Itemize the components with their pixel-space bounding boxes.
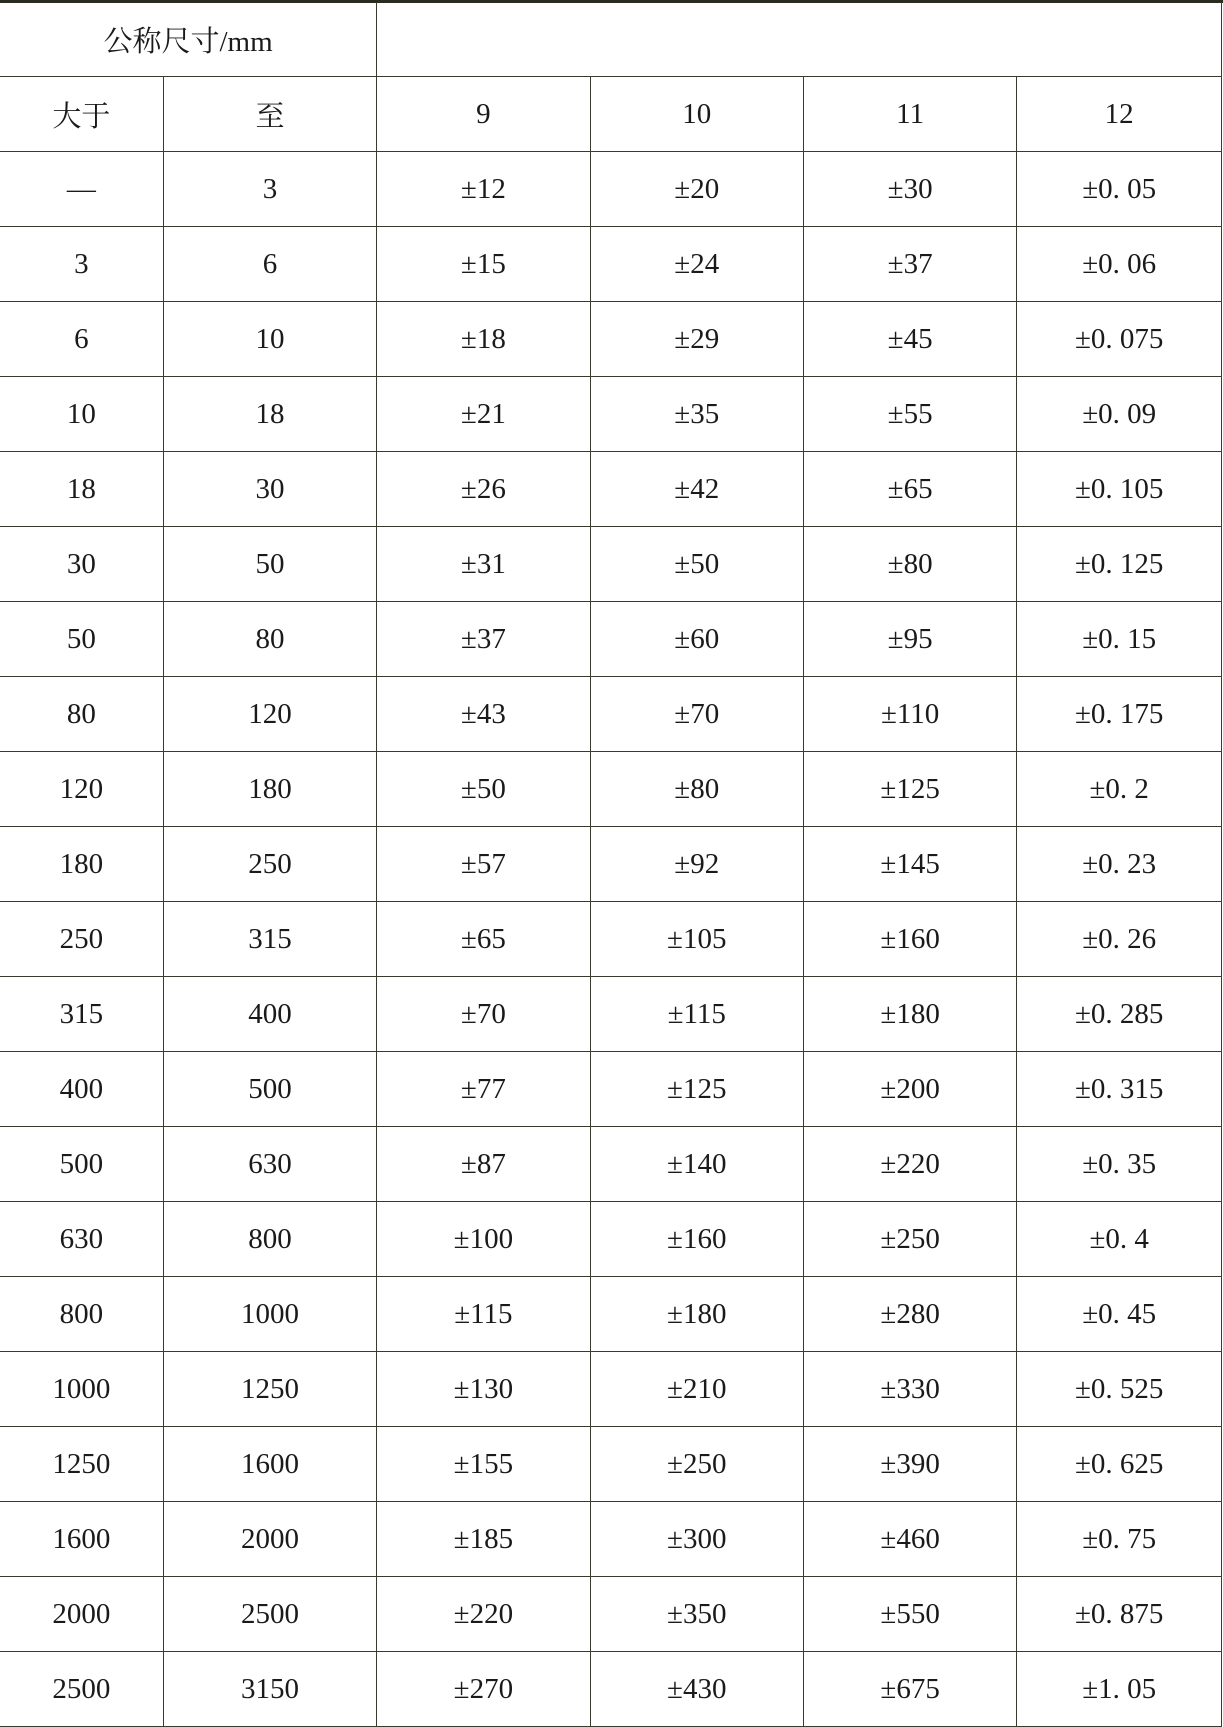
table-row [0,302,1222,377]
column-header-row [0,77,1222,152]
cell-above: 6 [0,302,163,377]
cell-upto: 1600 [163,1427,376,1502]
cell-grade-10: ±160 [590,1202,803,1277]
cell-upto: 30 [163,452,376,527]
table-row [0,377,1222,452]
cell-grade-10: ±300 [590,1502,803,1577]
cell-grade-11: ±145 [803,827,1016,902]
cell-upto: 6 [163,227,376,302]
cell-above: 630 [0,1202,163,1277]
table-row [0,752,1222,827]
table-row [0,1052,1222,1127]
cell-grade-12: ±0. 125 [1017,527,1222,602]
cell-upto: 400 [163,977,376,1052]
cell-grade-10: ±92 [590,827,803,902]
cell-grade-10: ±50 [590,527,803,602]
col-header-above: 大于 [0,77,163,152]
cell-upto: 18 [163,377,376,452]
cell-grade-10: ±70 [590,677,803,752]
cell-above: 50 [0,602,163,677]
cell-grade-10: ±210 [590,1352,803,1427]
cell-grade-9: ±57 [377,827,590,902]
col-header-grade-11: 11 [803,77,1016,152]
cell-above: 2000 [0,1577,163,1652]
cell-grade-9: ±130 [377,1352,590,1427]
cell-grade-10: ±42 [590,452,803,527]
cell-grade-11: ±125 [803,752,1016,827]
cell-grade-11: ±250 [803,1202,1016,1277]
table-row [0,527,1222,602]
cell-above: 2500 [0,1652,163,1727]
cell-above: 120 [0,752,163,827]
cell-grade-12: ±0. 075 [1017,302,1222,377]
cell-grade-12: ±0. 315 [1017,1052,1222,1127]
cell-grade-9: ±270 [377,1652,590,1727]
cell-upto: 315 [163,902,376,977]
cell-upto: 1000 [163,1277,376,1352]
cell-grade-11: ±220 [803,1127,1016,1202]
cell-grade-11: ±110 [803,677,1016,752]
cell-upto: 3150 [163,1652,376,1727]
table-row [0,1652,1222,1727]
cell-upto: 630 [163,1127,376,1202]
cell-grade-12: ±0. 2 [1017,752,1222,827]
cell-above: 10 [0,377,163,452]
cell-upto: 80 [163,602,376,677]
cell-grade-10: ±115 [590,977,803,1052]
cell-above: 400 [0,1052,163,1127]
cell-grade-9: ±220 [377,1577,590,1652]
cell-grade-11: ±280 [803,1277,1016,1352]
cell-grade-11: ±55 [803,377,1016,452]
cell-upto: 250 [163,827,376,902]
table-title-row [0,2,1222,77]
table-row [0,452,1222,527]
cell-grade-9: ±87 [377,1127,590,1202]
cell-above: 315 [0,977,163,1052]
cell-grade-9: ±15 [377,227,590,302]
cell-upto: 1250 [163,1352,376,1427]
cell-grade-10: ±24 [590,227,803,302]
cell-grade-11: ±390 [803,1427,1016,1502]
cell-grade-9: ±77 [377,1052,590,1127]
cell-upto: 2500 [163,1577,376,1652]
cell-grade-12: ±0. 09 [1017,377,1222,452]
cell-grade-12: ±0. 285 [1017,977,1222,1052]
cell-grade-9: ±100 [377,1202,590,1277]
table-row [0,152,1222,227]
cell-grade-12: ±0. 175 [1017,677,1222,752]
cell-grade-9: ±26 [377,452,590,527]
col-header-grade-12: 12 [1017,77,1222,152]
cell-grade-12: ±1. 05 [1017,1652,1222,1727]
cell-upto: 2000 [163,1502,376,1577]
cell-grade-12: ±0. 35 [1017,1127,1222,1202]
cell-grade-12: ±0. 625 [1017,1427,1222,1502]
cell-grade-9: ±155 [377,1427,590,1502]
cell-upto: 120 [163,677,376,752]
tolerance-table [0,2,1222,1727]
cell-grade-9: ±115 [377,1277,590,1352]
table-row [0,1427,1222,1502]
cell-grade-12: ±0. 105 [1017,452,1222,527]
cell-grade-11: ±45 [803,302,1016,377]
table-row [0,1127,1222,1202]
cell-grade-12: ±0. 05 [1017,152,1222,227]
cell-grade-11: ±200 [803,1052,1016,1127]
cell-grade-11: ±37 [803,227,1016,302]
cell-grade-12: ±0. 75 [1017,1502,1222,1577]
cell-grade-11: ±30 [803,152,1016,227]
table-row [0,1502,1222,1577]
cell-upto: 50 [163,527,376,602]
col-header-upto: 至 [163,77,376,152]
cell-grade-9: ±18 [377,302,590,377]
cell-grade-11: ±460 [803,1502,1016,1577]
cell-grade-12: ±0. 4 [1017,1202,1222,1277]
cell-upto: 800 [163,1202,376,1277]
table-row [0,1577,1222,1652]
cell-grade-10: ±430 [590,1652,803,1727]
cell-grade-10: ±80 [590,752,803,827]
cell-grade-9: ±70 [377,977,590,1052]
cell-grade-11: ±95 [803,602,1016,677]
cell-grade-12: ±0. 525 [1017,1352,1222,1427]
cell-grade-9: ±12 [377,152,590,227]
cell-grade-9: ±31 [377,527,590,602]
cell-grade-11: ±330 [803,1352,1016,1427]
cell-upto: 3 [163,152,376,227]
cell-above: 800 [0,1277,163,1352]
cell-grade-9: ±65 [377,902,590,977]
cell-grade-12: ±0. 23 [1017,827,1222,902]
cell-grade-10: ±140 [590,1127,803,1202]
table-row [0,902,1222,977]
table-row [0,1202,1222,1277]
cell-grade-12: ±0. 06 [1017,227,1222,302]
cell-grade-12: ±0. 26 [1017,902,1222,977]
cell-grade-11: ±675 [803,1652,1016,1727]
cell-upto: 180 [163,752,376,827]
table-row [0,677,1222,752]
cell-above: 1600 [0,1502,163,1577]
cell-above: — [0,152,163,227]
cell-grade-12: ±0. 45 [1017,1277,1222,1352]
cell-above: 250 [0,902,163,977]
cell-above: 30 [0,527,163,602]
cell-grade-11: ±80 [803,527,1016,602]
cell-grade-9: ±43 [377,677,590,752]
cell-above: 3 [0,227,163,302]
cell-grade-10: ±350 [590,1577,803,1652]
cell-grade-10: ±125 [590,1052,803,1127]
cell-grade-10: ±105 [590,902,803,977]
cell-above: 1250 [0,1427,163,1502]
cell-above: 1000 [0,1352,163,1427]
table-row [0,977,1222,1052]
cell-grade-9: ±37 [377,602,590,677]
cell-upto: 500 [163,1052,376,1127]
cell-grade-10: ±35 [590,377,803,452]
cell-grade-9: ±50 [377,752,590,827]
table-row [0,227,1222,302]
cell-grade-12: ±0. 875 [1017,1577,1222,1652]
cell-above: 500 [0,1127,163,1202]
table-row [0,1352,1222,1427]
cell-above: 18 [0,452,163,527]
cell-grade-11: ±65 [803,452,1016,527]
cell-grade-10: ±180 [590,1277,803,1352]
cell-above: 80 [0,677,163,752]
cell-grade-10: ±60 [590,602,803,677]
cell-grade-11: ±180 [803,977,1016,1052]
cell-upto: 10 [163,302,376,377]
col-header-grade-9: 9 [377,77,590,152]
cell-grade-11: ±160 [803,902,1016,977]
nominal-size-header: 公称尺寸/mm [0,2,377,77]
cell-grade-12: ±0. 15 [1017,602,1222,677]
cell-above: 180 [0,827,163,902]
col-header-grade-10: 10 [590,77,803,152]
cell-grade-11: ±550 [803,1577,1016,1652]
table-row [0,1277,1222,1352]
table-row [0,827,1222,902]
cell-grade-9: ±185 [377,1502,590,1577]
cell-grade-10: ±29 [590,302,803,377]
table-row [0,602,1222,677]
cell-grade-9: ±21 [377,377,590,452]
cell-grade-10: ±250 [590,1427,803,1502]
cell-grade-10: ±20 [590,152,803,227]
tolerance-grade-header [377,2,1222,77]
